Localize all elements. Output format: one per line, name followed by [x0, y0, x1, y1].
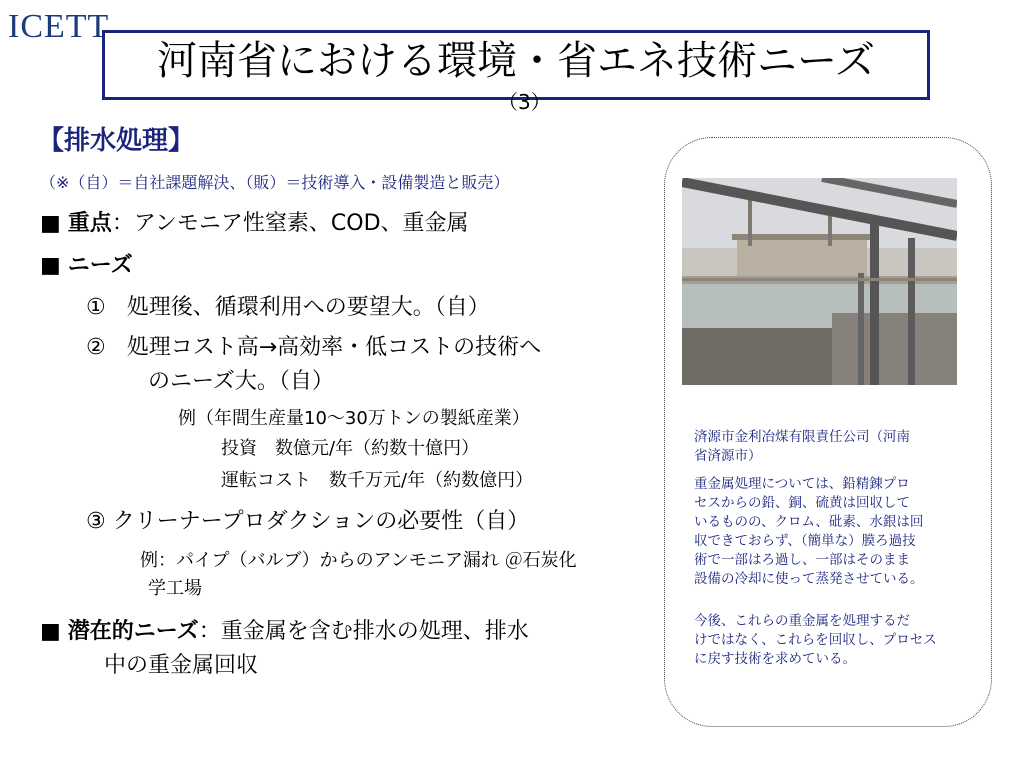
- caption-future-line-1: 今後、これらの重金属を処理するだ: [694, 613, 910, 629]
- page-title: 河南省における環境・省エネ技術ニーズ: [157, 38, 875, 84]
- caption-heavy-metals: [694, 475, 964, 589]
- icett-logo: ICETT: [8, 8, 110, 45]
- legend-note: （※（自）＝自社課題解決、（販）＝技術導入・設備製造と販売）: [40, 173, 510, 192]
- priority-label: 重点: [67, 211, 112, 236]
- caption-heavy-metals-line-2: セスからの鉛、銅、硫黄は回収して: [694, 495, 910, 511]
- example-4-line-1: 例：パイプ（バルブ）からのアンモニア漏れ ＠石炭化: [140, 550, 577, 571]
- wastewater-plant-photo: [682, 178, 957, 385]
- need-item-3: [86, 504, 529, 535]
- caption-future-line-3: に戻す技術を求めている。: [694, 651, 856, 667]
- needs-marker: ■: [40, 253, 61, 278]
- need-2-number: ②: [86, 335, 106, 360]
- need-1-number: ①: [86, 295, 106, 320]
- priority-marker: ■: [40, 211, 61, 236]
- need-item-1: [86, 290, 490, 321]
- section-heading: 【排水処理】: [38, 126, 195, 156]
- need-item-2: [86, 330, 541, 361]
- caption-heavy-metals-line-4: 収できておらず、（簡単な）膜ろ過技: [694, 533, 916, 549]
- priority-line: [40, 206, 469, 237]
- latent-label: 潜在的ニーズ: [67, 619, 199, 644]
- need-3-text: クリーナープロダクションの必要性（自）: [112, 509, 530, 534]
- caption-heavy-metals-line-5: 術で一部はろ過し、一部はそのまま: [694, 552, 910, 568]
- latent-line-1: ：重金属を含む排水の処理、排水: [198, 619, 529, 644]
- example-3: 運転コスト 数千万元/年（約数億円）: [221, 470, 534, 491]
- latent-line-2: 中の重金属回収: [104, 653, 259, 678]
- caption-future-line-2: けではなく、これらを回収し、プロセス: [694, 632, 937, 648]
- needs-label: ニーズ: [67, 253, 133, 278]
- caption-future: [694, 612, 964, 669]
- need-1-text: 処理後、循環利用への要望大。（自）: [126, 295, 490, 320]
- need-2-line-2: のニーズ大。（自）: [148, 369, 334, 394]
- caption-heavy-metals-line-6: 設備の冷却に使って蒸発させている。: [694, 571, 924, 587]
- caption-company: [694, 428, 964, 466]
- caption-company-line-1: 済源市金利冶煤有限責任公司（河南: [694, 429, 910, 445]
- page-subtitle: （3）: [498, 90, 551, 114]
- caption-heavy-metals-line-3: いるものの、クロム、砒素、水銀は回: [694, 514, 924, 530]
- caption-company-line-2: 省済源市）: [694, 448, 762, 464]
- example-2: 投資 数億元/年（約数十億円）: [221, 438, 480, 459]
- latent-needs-line: [40, 614, 529, 645]
- example-1: 例（年間生産量10～30万トンの製紙産業）: [178, 408, 530, 429]
- need-2-line-1: 処理コスト高→高効率・低コストの技術へ: [126, 335, 542, 360]
- latent-marker: ■: [40, 619, 61, 644]
- example-4-line-2: 学工場: [148, 578, 202, 599]
- needs-heading: [40, 248, 133, 279]
- need-3-number: ③: [86, 509, 106, 534]
- caption-heavy-metals-line-1: 重金属処理については、鉛精錬プロ: [694, 476, 910, 492]
- priority-value: ：アンモニア性窒素、COD、重金属: [111, 211, 469, 236]
